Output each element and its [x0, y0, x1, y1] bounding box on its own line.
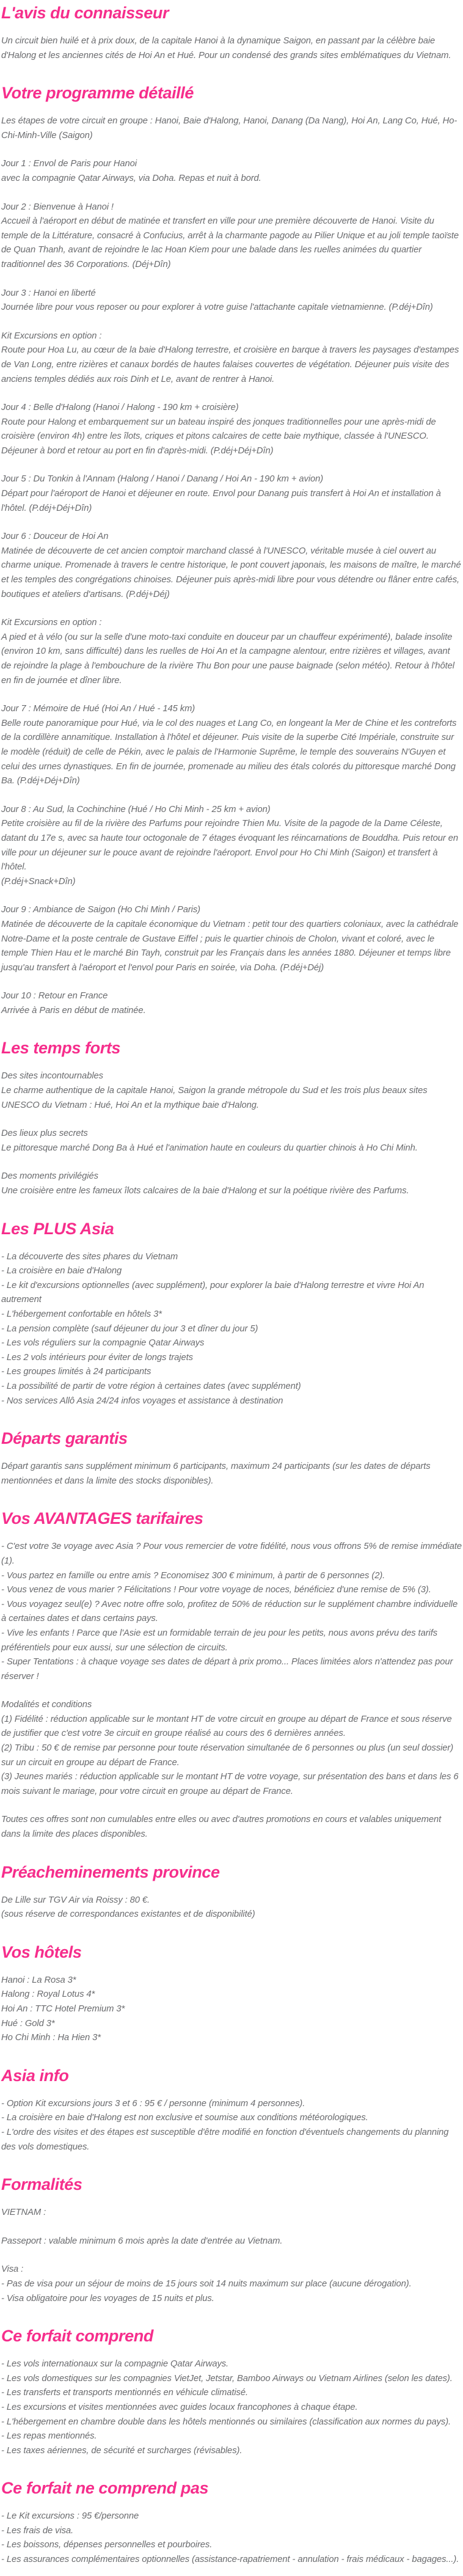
text-line: Petite croisière au fil de la rivière des Parfums pour rejoindre Thien Mu. Visite de la pagode de la Dame Céleste, datant du 17e s, avec sa haute tour octogonale de 7 étages évoquant les réincarnations de Bouddha. Puis retour en ville pour un déjeuner sur le pouce avant de rejoindre l'aéroport. Envol pour Ho Chi Minh (Saigon) et transfert à l'hôtel. — [1, 819, 458, 873]
text-line: - Les vols réguliers sur la compagnie Qatar Airways — [1, 1338, 205, 1348]
paragraph — [1, 1069, 462, 1113]
paragraph — [1, 287, 462, 315]
text-line: Arrivée à Paris en début de matinée. — [1, 1005, 146, 1015]
text-line: Des lieux plus secrets — [1, 1129, 88, 1139]
section-title-plus-asia: Les PLUS Asia — [1, 1219, 114, 1238]
text-line: (P.déj+Snack+Dîn) — [1, 876, 76, 887]
text-line: Matinée de découverte de la capitale économique du Vietnam : petit tour des quartiers coloniaux, avec la cathédrale Notre-Dame et la poste centrale de Gustave Eiffel ; puis le quartier chinois de Cholon, vivant et coloré, avec le temple Thien Hau et le marché Bin Tayh, construit par les Français dans les années 1880. Déjeuner et temps libre jusqu'au transfert à l'aéroport et l'envol pour Paris en soirée, via Doha. (P.déj+Déj) — [1, 919, 459, 973]
text-line: - Les 2 vols intérieurs pour éviter de longs trajets — [1, 1352, 193, 1363]
text-line: - Vous voyagez seul(e) ? Avec notre offre solo, profitez de 50% de réduction sur le supplément chambre individuelle à certaines dates et dans certains pays. — [1, 1599, 458, 1624]
text-line: Route pour Halong et embarquement sur un bateau inspiré des jonques traditionnelles pour une après-midi de croisière (environ 4h) entre les îlots, criques et pitons calcaires de cette baie mythique, classée à l'UNESCO. Déjeuner à bord et retour au port en fin d'après-midi. (P.déj+Déj+Dîn) — [1, 417, 436, 456]
text-line: Jour 6 : Douceur de Hoi An — [1, 532, 109, 542]
paragraph — [1, 114, 462, 143]
text-line: Ho Chi Minh : Ha Hien 3* — [1, 2033, 101, 2043]
text-line: Hoi An : TTC Hotel Premium 3* — [1, 2004, 125, 2014]
paragraph — [1, 702, 462, 789]
text-line: Accueil à l'aéroport en début de matinée et transfert en ville pour une première découverte de Hanoi. Visite du temple de la Littérature, consacré à Confucius, arrêt à la charmante pagode au Pilier Unique et au joli temple taoïste de Quan Thanh, avant de rejoindre le lac Hoan Kiem pour une balade dans les ruelles animées du quartier traditionnel des 36 Corporations. (Déj+Dîn) — [1, 216, 459, 269]
text-line: - Les excursions et visites mentionnées avec guides locaux francophones à chaque étape. — [1, 2402, 358, 2412]
text-line: Jour 1 : Envol de Paris pour Hanoi — [1, 159, 137, 169]
text-line: Passeport : valable minimum 6 mois après la date d'entrée au Vietnam. — [1, 2236, 283, 2246]
text-line: - L'hébergement en chambre double dans les hôtels mentionnés ou similaires (classification aux normes du pays). — [1, 2417, 451, 2427]
paragraph — [1, 2509, 462, 2567]
text-line: (3) Jeunes mariés : réduction applicable sur le montant HT de votre voyage, sur présentation des bans et dans les 6 mois suivant le mariage, pour votre circuit en groupe au départ de France. — [1, 1772, 459, 1796]
text-line: - Super Tentations : à chaque voyage ses dates de départ à prix promo... Places limitées alors n'attendez pas pour réserver ! — [1, 1657, 453, 1681]
text-line: - Nos services Allô Asia 24/24 infos voyages et assistance à destination — [1, 1396, 283, 1406]
text-line: Kit Excursions en option : — [1, 331, 102, 341]
text-line: avec la compagnie Qatar Airways, via Doha. Repas et nuit à bord. — [1, 173, 261, 183]
paragraph — [1, 472, 462, 516]
text-line: Jour 4 : Belle d'Halong (Hanoi / Halong - 190 km + croisière) — [1, 403, 239, 413]
text-line: Départ pour l'aéroport de Hanoi et déjeuner en route. Envol pour Danang puis transfert à Hoi An et installation à l'hôtel. (P.déj+Déj+Dîn) — [1, 489, 441, 513]
text-line: Route pour Hoa Lu, au cœur de la baie d'Halong terrestre, et croisière en barque à travers les paysages d'estampes de Van Long, entre rizières et canaux bordés de hautes falaises couvertes de végétation. Déjeuner puis visite des anciens temples dédiés aux rois Dinh et Le, avant de rentrer à Hanoi. — [1, 345, 459, 384]
paragraph — [1, 1127, 462, 1155]
text-line: Hué : Gold 3* — [1, 2018, 55, 2029]
section-title-avis-du-connaisseur: L'avis du connaisseur — [1, 4, 169, 22]
paragraph — [1, 200, 462, 273]
text-line: Des moments privilégiés — [1, 1171, 98, 1182]
text-line: Jour 5 : Du Tonkin à l'Annam (Halong / Hanoi / Danang / Hoi An - 190 km + avion) — [1, 474, 324, 485]
section-title-preacheminements-province: Préacheminements province — [1, 1862, 220, 1881]
text-line: Jour 9 : Ambiance de Saigon (Ho Chi Minh / Paris) — [1, 905, 200, 915]
text-line: - C'est votre 3e voyage avec Asia ? Pour vous remercier de votre fidélité, nous vous offrons 5% de remise immédiate (1). — [1, 1542, 462, 1566]
text-line: VIETNAM : — [1, 2208, 46, 2218]
paragraph — [1, 34, 462, 63]
paragraph — [1, 2263, 462, 2306]
paragraph — [1, 2234, 462, 2249]
paragraph — [1, 1169, 462, 1198]
text-line: Le pittoresque marché Dong Ba à Hué et l'animation haute en couleurs du quartier chinois à Ho Chi Minh. — [1, 1143, 418, 1153]
text-line: - Vous partez en famille ou entre amis ? Economisez 300 € minimum, à partir de 6 personnes (2). — [1, 1570, 385, 1581]
section-title-asia-info: Asia info — [1, 2066, 69, 2085]
text-line: - Les boissons, dépenses personnelles et pourboires. — [1, 2540, 213, 2550]
text-line: - Les assurances complémentaires optionnelles (assistance-rapatriement - annulation - frais médicaux - bagages...). — [1, 2555, 459, 2565]
text-line: - Le Kit excursions : 95 €/personne — [1, 2511, 139, 2522]
paragraph — [1, 329, 462, 387]
text-line: - Les repas mentionnés. — [1, 2431, 97, 2442]
section-title-temps-forts: Les temps forts — [1, 1039, 121, 1058]
text-line: - Les groupes limités à 24 participants — [1, 1367, 151, 1377]
paragraph — [1, 2097, 462, 2154]
text-line: Belle route panoramique pour Hué, via le col des nuages et Lang Co, en longeant la Mer de Chine et les contreforts de la cordillère annamitique. Installation à l'hôtel et déjeuner. Puis visite de la superbe Cité Impériale, construite sur le modèle (réduit) de celle de Pékin, avec le palais de l'Harmonie Suprême, le temple des souverains N'Guyen et celui des urnes dynastiques. En fin de journée, promenade au milieu des étals colorés du pittoresque marché Dong Ba. (P.déj+Déj+Dîn) — [1, 718, 457, 786]
paragraph — [1, 1974, 462, 2046]
text-line: - La possibilité de partir de votre région à certaines dates (avec supplément) — [1, 1381, 301, 1391]
text-line: Jour 2 : Bienvenue à Hanoi ! — [1, 202, 114, 212]
text-line: Un circuit bien huilé et à prix doux, de la capitale Hanoi à la dynamique Saigon, en passant par la célèbre baie d'Halong et les anciennes cités de Hoi An et Hué. Pour un condensé des grands sites emblématiques du Vietnam. — [1, 36, 451, 60]
text-line: - Les transferts et transports mentionnés en véhicule climatisé. — [1, 2388, 248, 2398]
text-line: (1) Fidélité : réduction applicable sur le montant HT de votre circuit en groupe au départ de France et sous réserve de justifier que c'est votre 3e circuit en groupe réalisé au cours des 6 dernières années. — [1, 1714, 452, 1739]
text-line: De Lille sur TGV Air via Roissy : 80 €. — [1, 1895, 150, 1905]
text-line: Matinée de découverte de cet ancien comptoir marchand classé à l'UNESCO, véritable musée à ciel ouvert au charme unique. Promenade à travers le centre historique, le pont couvert japonais, les maisons de maître, le marché et les temples des congrégations chinoises. Déjeuner puis après-midi libre pour vous détendre ou flâner entre cafés, boutiques et ateliers d'artisans. (P.déj+Déj) — [1, 546, 461, 599]
paragraph — [1, 616, 462, 688]
paragraph — [1, 2357, 462, 2458]
section-title-departs-garantis: Départs garantis — [1, 1429, 128, 1448]
paragraph — [1, 903, 462, 975]
text-line: - L'ordre des visites et des étapes est susceptible d'être modifié en fonction d'éventuels changements du planning des vols domestiques. — [1, 2127, 449, 2152]
text-line: Jour 8 : Au Sud, la Cochinchine (Hué / Ho Chi Minh - 25 km + avion) — [1, 804, 271, 814]
text-line: - La pension complète (sauf déjeuner du jour 3 et dîner du jour 5) — [1, 1323, 258, 1334]
text-line: (sous réserve de correspondances existantes et de disponibilité) — [1, 1909, 255, 1920]
text-line: Une croisière entre les fameux îlots calcaires de la baie d'Halong et sur la poétique rivière des Parfums. — [1, 1186, 409, 1196]
text-line: Jour 10 : Retour en France — [1, 991, 108, 1001]
text-line: - Option Kit excursions jours 3 et 6 : 95 € / personne (minimum 4 personnes). — [1, 2098, 305, 2109]
text-line: Des sites incontournables — [1, 1071, 103, 1081]
text-line: Le charme authentique de la capitale Hanoi, Saigon la grande métropole du Sud et les trois plus beaux sites UNESCO du Vietnam : Hué, Hoi An et la mythique baie d'Halong. — [1, 1086, 428, 1110]
text-line: Halong : Royal Lotus 4* — [1, 1989, 95, 2000]
paragraph — [1, 530, 462, 602]
section-title-vos-hotels: Vos hôtels — [1, 1942, 82, 1961]
text-line: (2) Tribu : 50 € de remise par personne pour toute réservation simultanée de 6 personnes ou plus (un seul dossier) sur un circuit en groupe au départ de France. — [1, 1743, 454, 1768]
paragraph — [1, 989, 462, 1018]
text-line: - Vive les enfants ! Parce que l'Asie est un formidable terrain de jeu pour les petits, nous avons prévu des tarifs préférentiels pour eux aussi, sur une sélection de circuits. — [1, 1628, 438, 1653]
text-line: Modalités et conditions — [1, 1700, 92, 1710]
section-title-formalites: Formalités — [1, 2175, 82, 2194]
text-line: - Les frais de visa. — [1, 2525, 74, 2536]
text-line: - Les vols domestiques sur les compagnies VietJet, Jetstar, Bamboo Airways ou Vietnam Airlines (selon les dates). — [1, 2373, 453, 2384]
text-line: - La croisière en baie d'Halong est non exclusive et soumise aux conditions météorologiques. — [1, 2113, 368, 2123]
text-line: - Les vols internationaux sur la compagnie Qatar Airways. — [1, 2359, 229, 2369]
text-line: Départ garantis sans supplément minimum 6 participants, maximum 24 participants (sur les dates de départs mentionnées et dans la limite des stocks disponibles). — [1, 1462, 431, 1486]
text-line: - La découverte des sites phares du Vietnam — [1, 1251, 178, 1262]
section-title-forfait-comprend: Ce forfait comprend — [1, 2327, 153, 2346]
paragraph — [1, 1813, 462, 1842]
text-line: Kit Excursions en option : — [1, 618, 102, 628]
paragraph — [1, 157, 462, 186]
text-line: Journée libre pour vous reposer ou pour explorer à votre guise l'attachante capitale vietnamienne. (P.déj+Dîn) — [1, 302, 433, 313]
text-line: Hanoi : La Rosa 3* — [1, 1975, 76, 1985]
text-line: - Les taxes aériennes, de sécurité et surcharges (révisables). — [1, 2445, 242, 2456]
text-line: Visa : — [1, 2264, 24, 2275]
section-title-forfait-ne-comprend-pas: Ce forfait ne comprend pas — [1, 2479, 209, 2498]
section-title-avantages-tarifaires: Vos AVANTAGES tarifaires — [1, 1509, 203, 1528]
paragraph — [1, 1894, 462, 1922]
paragraph — [1, 1540, 462, 1684]
paragraph — [1, 401, 462, 458]
text-line: - L'hébergement confortable en hôtels 3* — [1, 1309, 162, 1319]
text-line: Jour 3 : Hanoi en liberté — [1, 288, 96, 298]
paragraph — [1, 1460, 462, 1488]
text-line: Les étapes de votre circuit en groupe : Hanoi, Baie d'Halong, Hanoi, Danang (Da Nang), Hoi An, Lang Co, Hué, Ho-Chi-Minh-Ville (Saigon) — [1, 116, 458, 141]
text-line: A pied et à vélo (ou sur la selle d'une moto-taxi conduite en douceur par un chauffeur expérimenté), balade insolite (environ 10 km, sans difficulté) dans les ruelles de Hoi An et la campagne alentour, entre rizières et villages, avant de rejoindre la plage à l'embouchure de la rivière Thu Bon pour une pause baignade (selon météo). Retour à l'hôtel en fin de journée et dîner libre. — [1, 632, 454, 686]
text-line: - Le kit d'excursions optionnelles (avec supplément), pour explorer la baie d'Halong terrestre et vivre Hoi An autrement — [1, 1280, 425, 1305]
paragraph — [1, 1250, 462, 1409]
text-line: - La croisière en baie d'Halong — [1, 1266, 122, 1276]
text-line: - Visa obligatoire pour les voyages de 15 nuits et plus. — [1, 2293, 214, 2303]
text-line: Toutes ces offres sont non cumulables entre elles ou avec d'autres promotions en cours et valables uniquement dans la limite des places disponibles. — [1, 1815, 442, 1840]
paragraph — [1, 1698, 462, 1799]
text-line: Jour 7 : Mémoire de Hué (Hoi An / Hué - 145 km) — [1, 704, 195, 714]
paragraph — [1, 803, 462, 890]
section-title-programme-detaille: Votre programme détaillé — [1, 84, 194, 103]
text-line: - Pas de visa pour un séjour de moins de 15 jours soit 14 nuits maximum sur place (aucune dérogation). — [1, 2278, 412, 2289]
paragraph — [1, 2206, 462, 2220]
text-line: - Vous venez de vous marier ? Félicitations ! Pour votre voyage de noces, bénéficiez d'une remise de 5% (3). — [1, 1585, 431, 1595]
